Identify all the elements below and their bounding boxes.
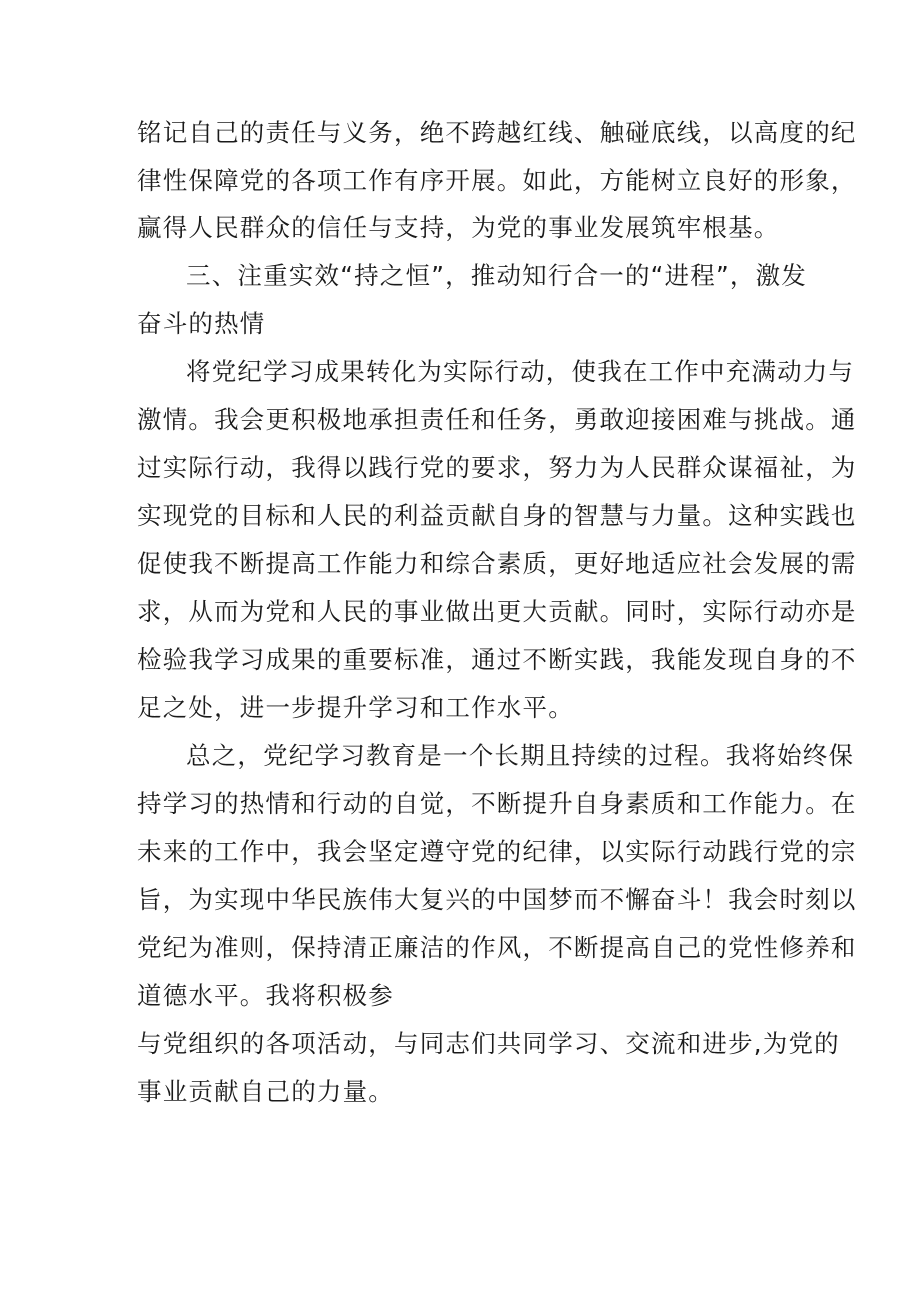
text-line-2: 律性保障党的各项工作有序开展。如此，方能树立良好的形象， <box>137 166 857 195</box>
text-line-10: 促使我不断提高工作能力和综合素质，更好地适应社会发展的需 <box>137 549 857 578</box>
text-line-8: 过实际行动，我得以践行党的要求，努力为人民群众谋福祉，为 <box>137 453 857 482</box>
section-heading-line-2: 奋斗的热情 <box>137 309 266 338</box>
text-line-17: 旨，为实现中华民族伟大复兴的中国梦而不懈奋斗！我会时刻以 <box>137 885 857 914</box>
text-line-13: 足之处，进一步提升学习和工作水平。 <box>137 693 574 722</box>
text-line-3: 赢得人民群众的信任与支持，为党的事业发展筑牢根基。 <box>137 213 780 242</box>
text-line-20: 与党组织的各项活动，与同志们共同学习、交流和进步,为党的 <box>137 1029 840 1058</box>
section-heading-line-1: 三、注重实效“持之恒”，推动知行合一的“进程”，激发 <box>186 261 807 290</box>
text-line-16: 未来的工作中，我会坚定遵守党的纪律，以实际行动践行党的宗 <box>137 837 857 866</box>
text-line-15: 持学习的热情和行动的自觉，不断提升自身素质和工作能力。在 <box>137 789 857 818</box>
text-line-7: 激情。我会更积极地承担责任和任务，勇敢迎接困难与挑战。通 <box>137 405 857 434</box>
text-line-21: 事业贡献自己的力量。 <box>137 1077 394 1106</box>
text-line-9: 实现党的目标和人民的利益贡献自身的智慧与力量。这种实践也 <box>137 501 857 530</box>
text-line-1: 铭记自己的责任与义务，绝不跨越红线、触碰底线，以高度的纪 <box>137 118 857 147</box>
text-line-11: 求，从而为党和人民的事业做出更大贡献。同时，实际行动亦是 <box>137 597 857 626</box>
text-line-6: 将党纪学习成果转化为实际行动，使我在工作中充满动力与 <box>186 357 855 386</box>
text-line-12: 检验我学习成果的重要标准，通过不断实践，我能发现自身的不 <box>137 645 857 674</box>
text-line-19: 道德水平。我将积极参 <box>137 981 394 1010</box>
text-line-14: 总之，党纪学习教育是一个长期且持续的过程。我将始终保 <box>186 741 855 770</box>
text-line-18: 党纪为准则，保持清正廉洁的作风，不断提高自己的党性修养和 <box>137 933 857 962</box>
